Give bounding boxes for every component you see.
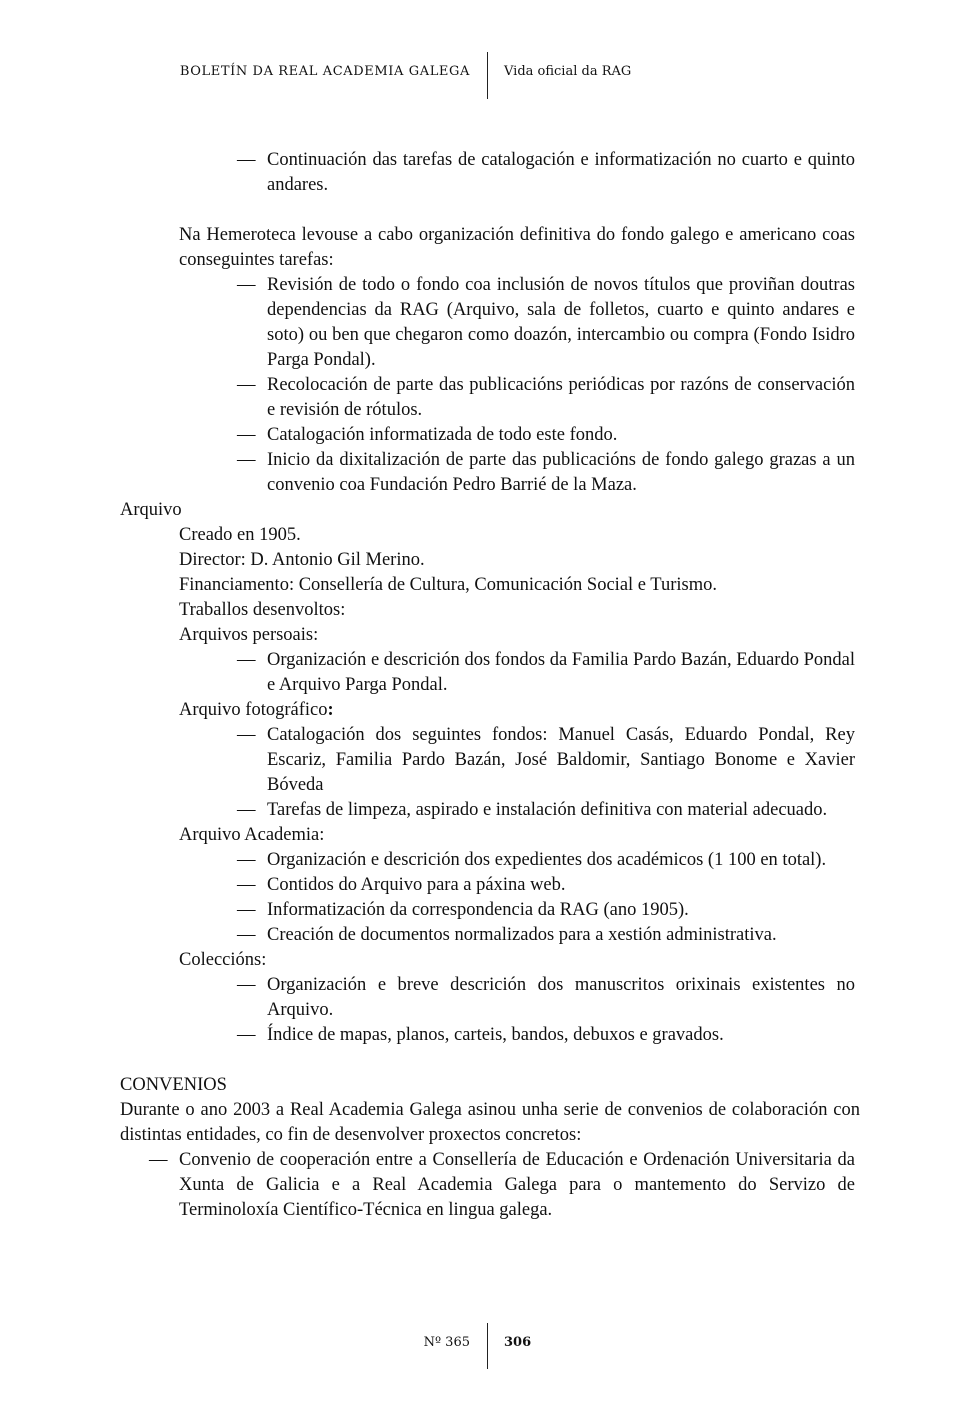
list-item-text: Inicio da dixitalización de parte das publicacións de fondo galego grazas a un convenio coa Fundación Pedro Barrié de la Maza. bbox=[267, 450, 855, 495]
arquivo-works-label: Traballos desenvoltos: bbox=[179, 600, 346, 620]
page-number: 306 bbox=[504, 1335, 532, 1350]
list-item bbox=[0, 873, 855, 898]
dash-marker: — bbox=[237, 800, 256, 820]
list-item-text: Creación de documentos normalizados para a xestión administrativa. bbox=[267, 925, 777, 945]
footer-divider bbox=[487, 1323, 488, 1369]
list-item bbox=[0, 898, 855, 923]
subheading-coleccions: Coleccións: bbox=[179, 950, 267, 970]
running-header-journal: BOLETÍN DA REAL ACADEMIA GALEGA bbox=[179, 64, 470, 79]
dash-marker: — bbox=[237, 450, 256, 470]
arquivo-director: Director: D. Antonio Gil Merino. bbox=[179, 550, 425, 570]
dash-marker: — bbox=[237, 875, 256, 895]
arquivo-created: Creado en 1905. bbox=[179, 525, 301, 545]
dash-marker: — bbox=[237, 425, 256, 445]
list-item-text: Catalogación informatizada de todo este fondo. bbox=[267, 425, 618, 445]
list-item bbox=[0, 723, 855, 798]
dash-marker: — bbox=[237, 925, 256, 945]
list-item bbox=[0, 648, 855, 698]
dash-marker: — bbox=[237, 150, 256, 170]
list-item-text: Convenio de cooperación entre a Consellería de Educación e Ordenación Universitaria da Xunta de Galicia e a Real Academia Galega para o mantemento do Servizo de Terminoloxía Científico-Técnica en lingua galega. bbox=[179, 1150, 855, 1220]
list-item-text: Contidos do Arquivo para a páxina web. bbox=[267, 875, 566, 895]
list-item bbox=[0, 448, 855, 498]
list-item bbox=[0, 423, 855, 448]
subheading-arquivo-fotografico bbox=[179, 698, 860, 723]
subheading-arquivos-persoais: Arquivos persoais: bbox=[179, 625, 319, 645]
list-item-text: Organización e descrición dos fondos da Familia Pardo Bazán, Eduardo Pondal e Arquivo Parga Pondal. bbox=[267, 650, 855, 695]
list-item bbox=[0, 923, 855, 948]
dash-marker: — bbox=[237, 850, 256, 870]
subheading-text: Arquivo fotográfico bbox=[179, 700, 328, 720]
arquivo-funding: Financiamento: Consellería de Cultura, Comunicación Social e Turismo. bbox=[179, 575, 717, 595]
dash-marker: — bbox=[237, 275, 256, 295]
list-item-text: Tarefas de limpeza, aspirado e instalación definitiva con material adecuado. bbox=[267, 800, 828, 820]
list-item bbox=[0, 798, 855, 823]
dash-marker: — bbox=[237, 900, 256, 920]
list-item-text: Organización e descrición dos expedientes dos académicos (1 100 en total). bbox=[267, 850, 827, 870]
list-item bbox=[0, 148, 855, 198]
spacer bbox=[0, 1048, 975, 1073]
dash-marker: — bbox=[149, 1150, 168, 1170]
list-item-text: Continuación das tarefas de catalogación e informatización no cuarto e quinto andares. bbox=[267, 150, 855, 195]
dash-marker: — bbox=[237, 650, 256, 670]
footer-issue-number: Nº 365 bbox=[423, 1335, 470, 1350]
subheading-arquivo-academia: Arquivo Academia: bbox=[179, 825, 325, 845]
dash-marker: — bbox=[237, 725, 256, 745]
list-item-text: Recolocación de parte das publicacións periódicas por razóns de conservación e revisión de rótulos. bbox=[267, 375, 855, 420]
dash-marker: — bbox=[237, 975, 256, 995]
header-divider bbox=[487, 52, 488, 99]
list-item-text: Organización e breve descrición dos manuscritos orixinais existentes no Arquivo. bbox=[267, 975, 855, 1020]
spacer bbox=[0, 198, 975, 223]
list-item bbox=[0, 973, 855, 1023]
list-item bbox=[0, 273, 855, 373]
section-heading-convenios: CONVENIOS bbox=[120, 1075, 227, 1095]
list-item bbox=[0, 848, 855, 873]
dash-marker: — bbox=[237, 1025, 256, 1045]
list-item-text: Catalogación dos seguintes fondos: Manuel Casás, Eduardo Pondal, Rey Escariz, Familia Pardo Bazán, José Baldomir, Santiago Bonome e Xavier Bóveda bbox=[267, 725, 855, 795]
list-item bbox=[0, 1148, 855, 1223]
running-header-section: Vida oficial da RAG bbox=[504, 64, 632, 79]
list-item bbox=[0, 1023, 855, 1048]
subheading-colon: : bbox=[327, 700, 334, 720]
page-body bbox=[0, 148, 975, 1223]
hemeroteca-intro: Na Hemeroteca levouse a cabo organización definitiva do fondo galego e americano coas conseguintes tarefas: bbox=[179, 225, 855, 270]
list-item-text: Revisión de todo o fondo coa inclusión de novos títulos que proviñan doutras dependencias da RAG (Arquivo, sala de folletos, cuarto e quinto andares e soto) ou ben que chegaron como doazón, intercambio ou compra (Fondo Isidro Parga Pondal). bbox=[267, 275, 855, 370]
list-item-text: Informatización da correspondencia da RAG (ano 1905). bbox=[267, 900, 689, 920]
list-item-text: Índice de mapas, planos, carteis, bandos, debuxos e gravados. bbox=[267, 1025, 724, 1045]
convenios-intro: Durante o ano 2003 a Real Academia Galega asinou unha serie de convenios de colaboración con distintas entidades, co fin de desenvolver proxectos concretos: bbox=[120, 1100, 860, 1145]
list-item bbox=[0, 373, 855, 423]
section-heading-arquivo: Arquivo bbox=[120, 500, 182, 520]
dash-marker: — bbox=[237, 375, 256, 395]
